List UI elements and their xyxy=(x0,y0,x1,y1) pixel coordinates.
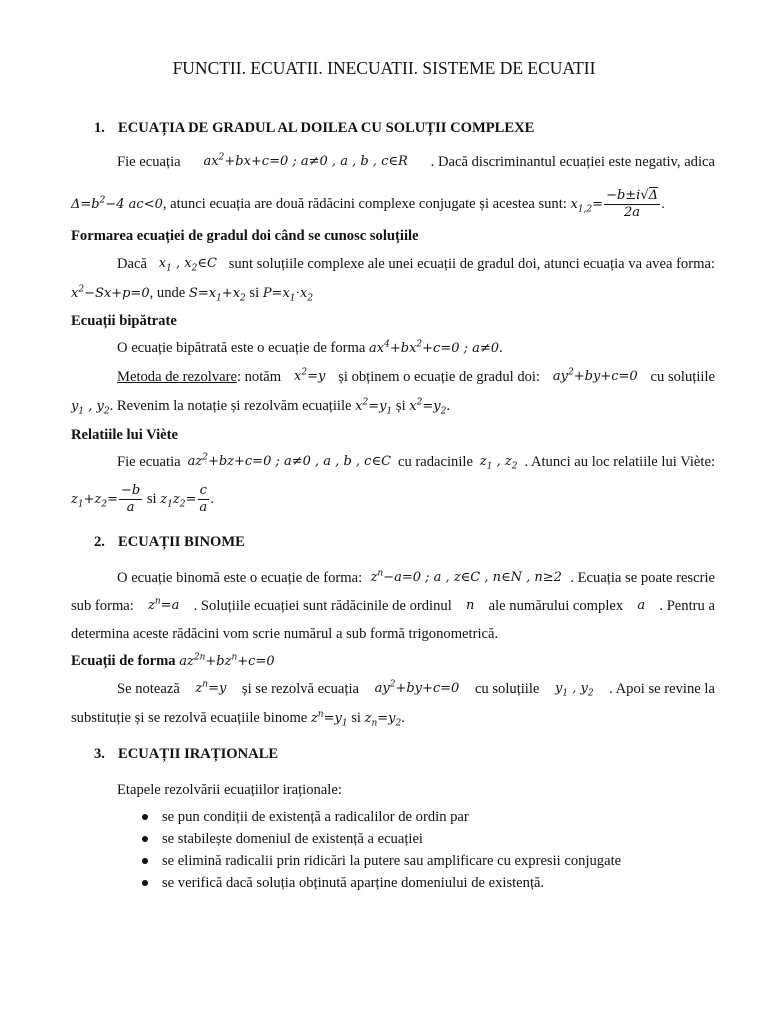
formula: $ay^2+by+c=0$ xyxy=(552,367,638,384)
formula: $z^n=a$ xyxy=(148,596,180,613)
paragraph: $x^2-Sx+p=0$, unde $S=x_1+x_2$ si $P=x_1\cdot x_2$ xyxy=(71,284,314,304)
list-item: se stabilește domeniul de existență a ecuației xyxy=(162,831,423,847)
formula: $z_1z_2=$ $\frac{c}{a}$ . xyxy=(160,483,215,515)
formula: $x^2=y_1$ xyxy=(355,397,393,417)
paragraph: Metoda de rezolvare: notăm $x^2=y$ și obținem o ecuație de gradul doi: $ay^2+by+c=0$ cu soluțiile xyxy=(117,367,715,385)
formula: $z_n=y_2$ xyxy=(364,711,402,729)
formula: $z^n=y_1$ xyxy=(310,709,348,729)
paragraph: Dacă $x_1$ , $x_2\in C$ sunt soluțiile complexe ale unei ecuații de gradul doi, atunci ecuația va avea forma: xyxy=(117,256,715,274)
formula: $ay^2+by+c=0$ xyxy=(374,679,460,696)
formula: $z_1$ , $z_2$ xyxy=(479,454,518,472)
formula: a xyxy=(637,598,646,613)
bullet-icon xyxy=(142,836,148,842)
section-3-number: 3. xyxy=(94,746,105,762)
formula: $z^n=y$ xyxy=(195,679,227,696)
bullet-icon xyxy=(142,858,148,864)
paragraph: substituție și se rezolvă ecuațiile binome $z^n=y_1$ si $z_n=y_2$. xyxy=(71,709,405,729)
formula: $z^n-a=0$ ; a , z∈C , n∈N , n≥2 xyxy=(370,568,562,585)
paragraph: $\Delta=b^2-4$ ac<0, atunci ecuația are două rădăcini complexe conjugate și acestea sunt: $x_{1,2}=$ $\frac{-b\pm i√\Delta}{2a}$ . xyxy=(71,188,666,220)
formula: n xyxy=(466,598,475,613)
formula: $x_{1,2}=$ $\frac{-b\pm i√\Delta}{2a}$ . xyxy=(570,188,666,220)
paragraph: Etapele rezolvării ecuațiilor iraționale: xyxy=(117,782,342,798)
formula: $az^2+bz+c=0$ ; a≠0 , a , b , c∈C xyxy=(187,452,392,469)
section-2-number: 2. xyxy=(94,534,105,550)
list-item: se pun condiții de existență a radicalilor de ordin par xyxy=(162,809,469,825)
paragraph: determina aceste rădăcini vom scrie numărul a sub formă trigonometrică. xyxy=(71,626,499,642)
section-2-heading: ECUAȚII BINOME xyxy=(118,534,245,550)
formula: $y_1$ , $y_2$ xyxy=(554,681,594,699)
subheading-formare: Formarea ecuației de gradul doi când se cunosc soluțiile xyxy=(71,228,419,244)
paragraph: Se notează $z^n=y$ și se rezolvă ecuația $ay^2+by+c=0$ cu soluțiile $y_1$ , $y_2$ . Apoi se revine la xyxy=(117,679,715,699)
paragraph xyxy=(71,651,275,672)
page-title: FUNCTII. ECUATII. INECUATII. SISTEME DE ECUATII xyxy=(172,58,596,78)
formula: $P=x_1\cdot x_2$ xyxy=(262,286,314,304)
paragraph: sub forma: $z^n=a$ . Soluțiile ecuației sunt rădăcinile de ordinul n ale numărului complex a . Pentru a xyxy=(71,596,715,614)
bullet-icon xyxy=(142,814,148,820)
formula: $az^{2n}+bz^n+c=0$ xyxy=(179,652,275,669)
paragraph: $z_1+z_2=$ $\frac{-b}{a}$ si $z_1z_2=$ $\frac{c}{a}$ . xyxy=(71,483,215,515)
paragraph: O ecuație binomă este o ecuație de forma: $z^n-a=0$ ; a , z∈C , n∈N , n≥2 . Ecuația se poate rescrie xyxy=(117,568,715,586)
formula: $x^2=y$ xyxy=(294,367,326,384)
paragraph: Fie ecuatia $az^2+bz+c=0$ ; a≠0 , a , b , c∈C cu radacinile $z_1$ , $z_2$ . Atunci au loc relatiile lui Viète: xyxy=(117,452,715,472)
formula: $ax^2+bx+c=0$ ; a≠0 , a , b , c∈R xyxy=(203,152,408,169)
paragraph: $y_1$ , $y_2$. Revenim la notație și rezolvăm ecuațiile $x^2=y_1$ și $x^2=y_2$. xyxy=(71,397,450,417)
formula: $x_1$ , $x_2\in C$ xyxy=(158,256,217,274)
formula: $ax^4+bx^2+c=0$ ; a≠0 xyxy=(369,339,500,356)
section-1-heading: ECUAȚIA DE GRADUL AL DOILEA CU SOLUȚII COMPLEXE xyxy=(118,120,535,136)
subheading-forma: Ecuații de forma xyxy=(71,653,176,669)
formula: $z_1+z_2=$ $\frac{-b}{a}$ xyxy=(71,483,141,515)
formula: $x^2-Sx+p=0$ xyxy=(71,284,150,301)
formula: $x^2=y_2$ xyxy=(409,397,447,417)
formula: $\Delta=b^2-4$ ac<0 xyxy=(71,195,163,212)
section-3-heading: ECUAȚII IRAȚIONALE xyxy=(118,746,279,762)
list-item: se elimină radicalii prin ridicări la putere sau amplificare cu expresii conjugate xyxy=(162,853,622,869)
list-item: se verifică dacă soluția obținută aparține domeniului de existență. xyxy=(162,875,545,891)
subheading-bipatrate: Ecuații bipătrate xyxy=(71,313,177,329)
bullet-icon xyxy=(142,880,148,886)
subheading-viete: Relatiile lui Viète xyxy=(71,427,178,443)
paragraph: O ecuație bipătrată este o ecuație de forma $ax^4+bx^2+c=0$ ; a≠0. xyxy=(117,339,503,356)
section-1-number: 1. xyxy=(94,120,105,136)
paragraph: Fie ecuația $ax^2+bx+c=0$ ; a≠0 , a , b , c∈R . Dacă discriminantul ecuației este negativ, adica xyxy=(117,152,715,170)
formula: $y_1$ , $y_2$ xyxy=(71,399,110,417)
formula: $S=x_1+x_2$ xyxy=(188,286,246,304)
